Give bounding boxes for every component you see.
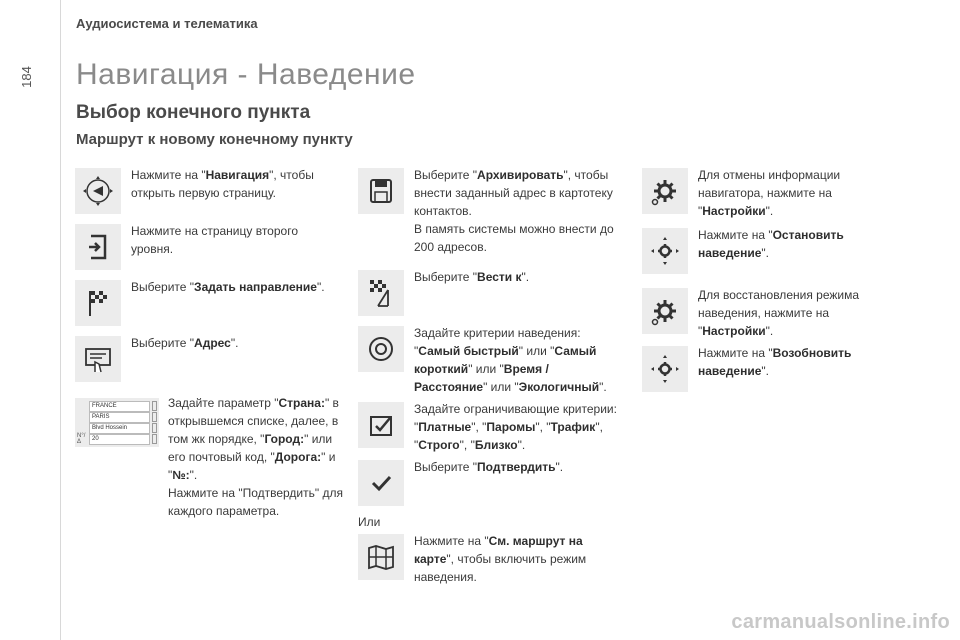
- subtitle: Выбор конечного пункта: [76, 102, 311, 123]
- step-guide-to: Выберите "Вести к".: [414, 270, 530, 284]
- step-navigation: Нажмите на "Навигация", чтобы открыть первую страницу.: [131, 168, 314, 200]
- settings-icon: [642, 288, 688, 334]
- step-restore-guidance: Для восстановления режима наведения, нажмите на "Настройки".: [698, 288, 860, 338]
- page-number: 184: [19, 66, 34, 88]
- settings-icon: [642, 168, 688, 214]
- confirm-check-icon: [358, 460, 404, 506]
- address-row: [77, 412, 157, 422]
- checkered-flag-icon: [75, 280, 121, 326]
- step-confirm: Выберите "Подтвердить".: [414, 460, 564, 474]
- address-value: Blvd Hossein: [89, 423, 150, 434]
- page-title: Навигация - Наведение: [76, 58, 416, 91]
- stop-guidance-icon: [642, 228, 688, 274]
- address-value: PARIS: [89, 412, 150, 423]
- second-page-icon: [75, 224, 121, 270]
- guide-to-icon: [358, 270, 404, 316]
- step-resume-guidance: Нажмите на "Возобновить наведение".: [698, 346, 852, 378]
- address-row: [77, 434, 157, 444]
- step-archive: Выберите "Архивировать", чтобы внести заданный адрес в картотеку контактов. В память системы можно внести до 200 адресов.: [414, 168, 614, 254]
- address-entry-panel: [75, 398, 159, 447]
- address-value: 20: [89, 434, 150, 445]
- section-title: Аудиосистема и телематика: [76, 16, 258, 31]
- address-key: N°/Δ: [77, 433, 86, 445]
- address-row: [77, 401, 157, 411]
- step-address: Выберите "Адрес".: [131, 336, 239, 350]
- resume-guidance-icon: [642, 346, 688, 392]
- watermark: carmanualsonline.info: [731, 611, 950, 633]
- step-cancel-info: Для отмены информации навигатора, нажмите на "Настройки".: [698, 168, 841, 218]
- address-row: [77, 423, 157, 433]
- route-criteria-icon: [358, 326, 404, 372]
- step-set-destination: Выберите "Задать направление".: [131, 280, 325, 294]
- sidebar-divider: [60, 0, 61, 640]
- step-address-params: Задайте параметр "Страна:" в открывшемся списке, далее, в том жк порядке, "Город:" или его почтовый код, "Дорога:" и "№:". Нажмите на "Подтвердить" для каждого параметра.: [168, 396, 343, 518]
- map-icon: [358, 534, 404, 580]
- step-stop-guidance: Нажмите на "Остановить наведение".: [698, 228, 844, 260]
- save-icon: [358, 168, 404, 214]
- step-second-page: Нажмите на страницу второго уровня.: [131, 224, 298, 256]
- step-restrictions: Задайте ограничивающие критерии: "Платные", "Паромы", "Трафик", "Строго", "Близко".: [414, 402, 617, 452]
- restriction-icon: [358, 402, 404, 448]
- or-label: Или: [358, 515, 381, 529]
- address-value: FRANCE: [89, 401, 150, 412]
- subsubtitle: Маршрут к новому конечному пункту: [76, 131, 353, 148]
- navigation-icon: [75, 168, 121, 214]
- step-show-map: Нажмите на "См. маршрут на карте", чтобы включить режим наведения.: [414, 534, 587, 584]
- address-icon: [75, 336, 121, 382]
- step-route-criteria: Задайте критерии наведения: "Самый быстрый" или "Самый короткий" или "Время / Расстояние" или "Экологичный".: [414, 326, 607, 394]
